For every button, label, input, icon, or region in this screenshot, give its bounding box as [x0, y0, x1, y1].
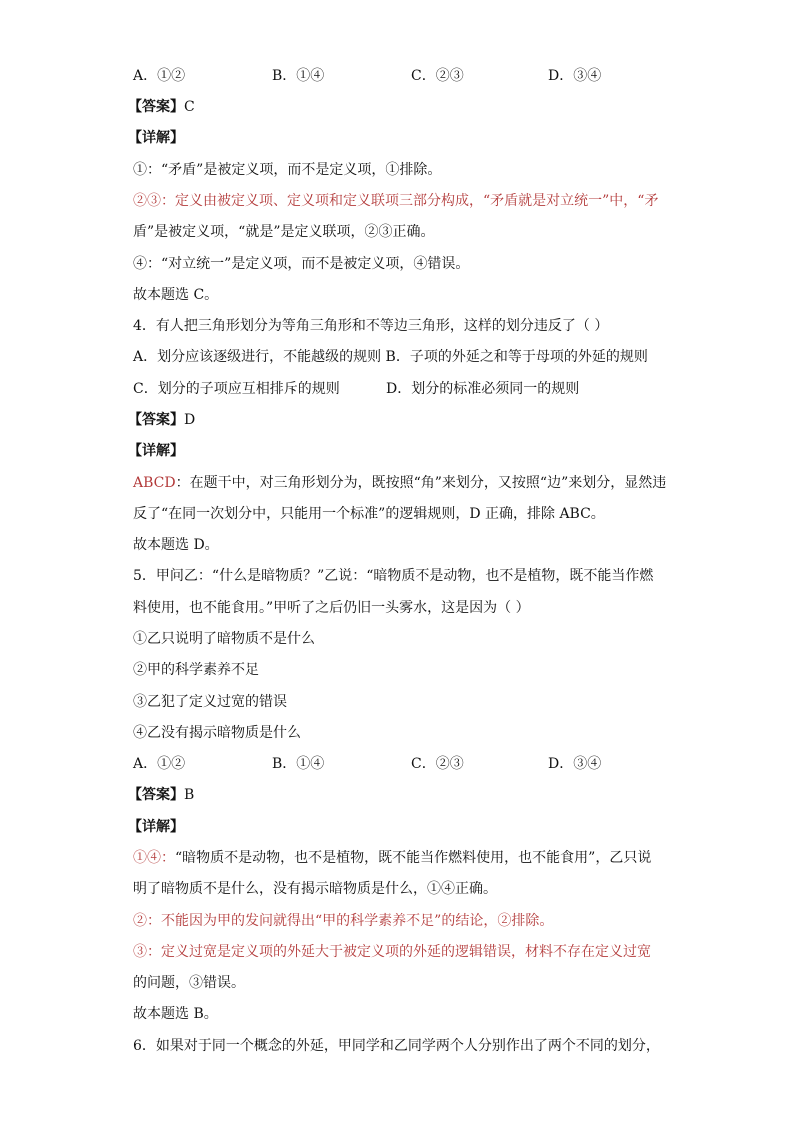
q6-question-line-1: 6．如果对于同一个概念的外延，甲同学和乙同学两个人分别作出了两个不同的划分，	[133, 1038, 660, 1054]
q3-option-b: B．①④	[272, 68, 325, 84]
q3-option-a: A．①②	[133, 68, 186, 84]
q5-option-a: A．①②	[133, 756, 186, 772]
q3-detail-line-4: ④：“对立统一”是定义项，而不是被定义项，④错误。	[133, 256, 470, 272]
q5-detail-line-2: 明了暗物质不是什么，没有揭示暗物质是什么，①④正确。	[133, 881, 497, 897]
q4-answer	[128, 410, 195, 430]
q5-detail-line-1	[133, 848, 651, 868]
q5-option-d: D．③④	[548, 756, 602, 772]
q3-answer	[128, 97, 195, 117]
q3-detail-line-2: ②③：定义由被定义项、定义项和定义联项三部分构成，“矛盾就是对立统一”中，“矛	[133, 193, 659, 209]
answer-value: C	[184, 99, 195, 115]
q4-option-d: D．划分的标准必须同一的规则	[386, 381, 580, 397]
q4-option-c: C．划分的子项应互相排斥的规则	[133, 381, 340, 397]
answer-label: 【答案】	[128, 99, 184, 115]
q3-option-c: C．②③	[411, 68, 464, 84]
q5-statement-3: ③乙犯了定义过宽的错误	[133, 694, 287, 710]
q4-detail-line-1	[133, 473, 666, 493]
q5-statement-2: ②甲的科学素养不足	[133, 662, 259, 678]
q5-statement-4: ④乙没有揭示暗物质是什么	[133, 725, 301, 741]
q4-detail-prefix: ABCD	[133, 475, 176, 491]
q3-conclusion: 故本题选 C。	[133, 287, 219, 303]
q5-option-c: C．②③	[411, 756, 464, 772]
q5-detail-rest: “暗物质不是动物，也不是植物，既不能当作燃料使用，也不能食用”，乙只说	[175, 850, 652, 866]
q3-detail-line-1: ①：“矛盾”是被定义项，而不是定义项，①排除。	[133, 162, 442, 178]
answer-value: B	[184, 787, 195, 803]
answer-value: D	[184, 412, 196, 428]
answer-label: 【答案】	[128, 787, 184, 803]
q5-option-b: B．①④	[272, 756, 325, 772]
q5-question-line-1: 5．甲问乙：“什么是暗物质？”乙说：“暗物质不是动物，也不是植物，既不能当作燃	[133, 568, 654, 584]
q5-question-line-2: 料使用，也不能食用。”甲听了之后仍旧一头雾水，这是因为（ ）	[133, 600, 530, 616]
q4-detail-rest: ：在题干中，对三角形划分为，既按照“角”来划分，又按照“边”来划分，显然违	[175, 475, 667, 491]
q5-detail-line-5: 的问题，③错误。	[133, 975, 245, 991]
answer-label: 【答案】	[128, 412, 184, 428]
q5-detail-prefix: ①④：	[133, 850, 175, 866]
q3-detail-label: 【详解】	[128, 130, 184, 146]
q5-detail-line-4: ③：定义过宽是定义项的外延大于被定义项的外延的逻辑错误，材料不存在定义过宽	[133, 944, 651, 960]
q4-conclusion: 故本题选 D。	[133, 537, 219, 553]
q5-statement-1: ①乙只说明了暗物质不是什么	[133, 631, 315, 647]
q5-detail-line-3: ②：不能因为甲的发问就得出“甲的科学素养不足”的结论，②排除。	[133, 913, 554, 929]
q3-detail-line-3: 盾”是被定义项，“就是”是定义联项，②③正确。	[133, 224, 435, 240]
q4-detail-line-2: 反了“在同一次划分中，只能用一个标准”的逻辑规则，D 正确，排除 ABC。	[133, 506, 605, 522]
q4-question: 4．有人把三角形划分为等角三角形和不等边三角形，这样的划分违反了（ ）	[133, 318, 609, 334]
q5-answer	[128, 785, 194, 805]
q4-detail-label: 【详解】	[128, 443, 184, 459]
q5-detail-label: 【详解】	[128, 819, 184, 835]
q5-conclusion: 故本题选 B。	[133, 1006, 218, 1022]
q3-option-d: D．③④	[548, 68, 602, 84]
q4-options-ab: A．划分应该逐级进行，不能越级的规则 B．子项的外延之和等于母项的外延的规则	[133, 349, 648, 365]
